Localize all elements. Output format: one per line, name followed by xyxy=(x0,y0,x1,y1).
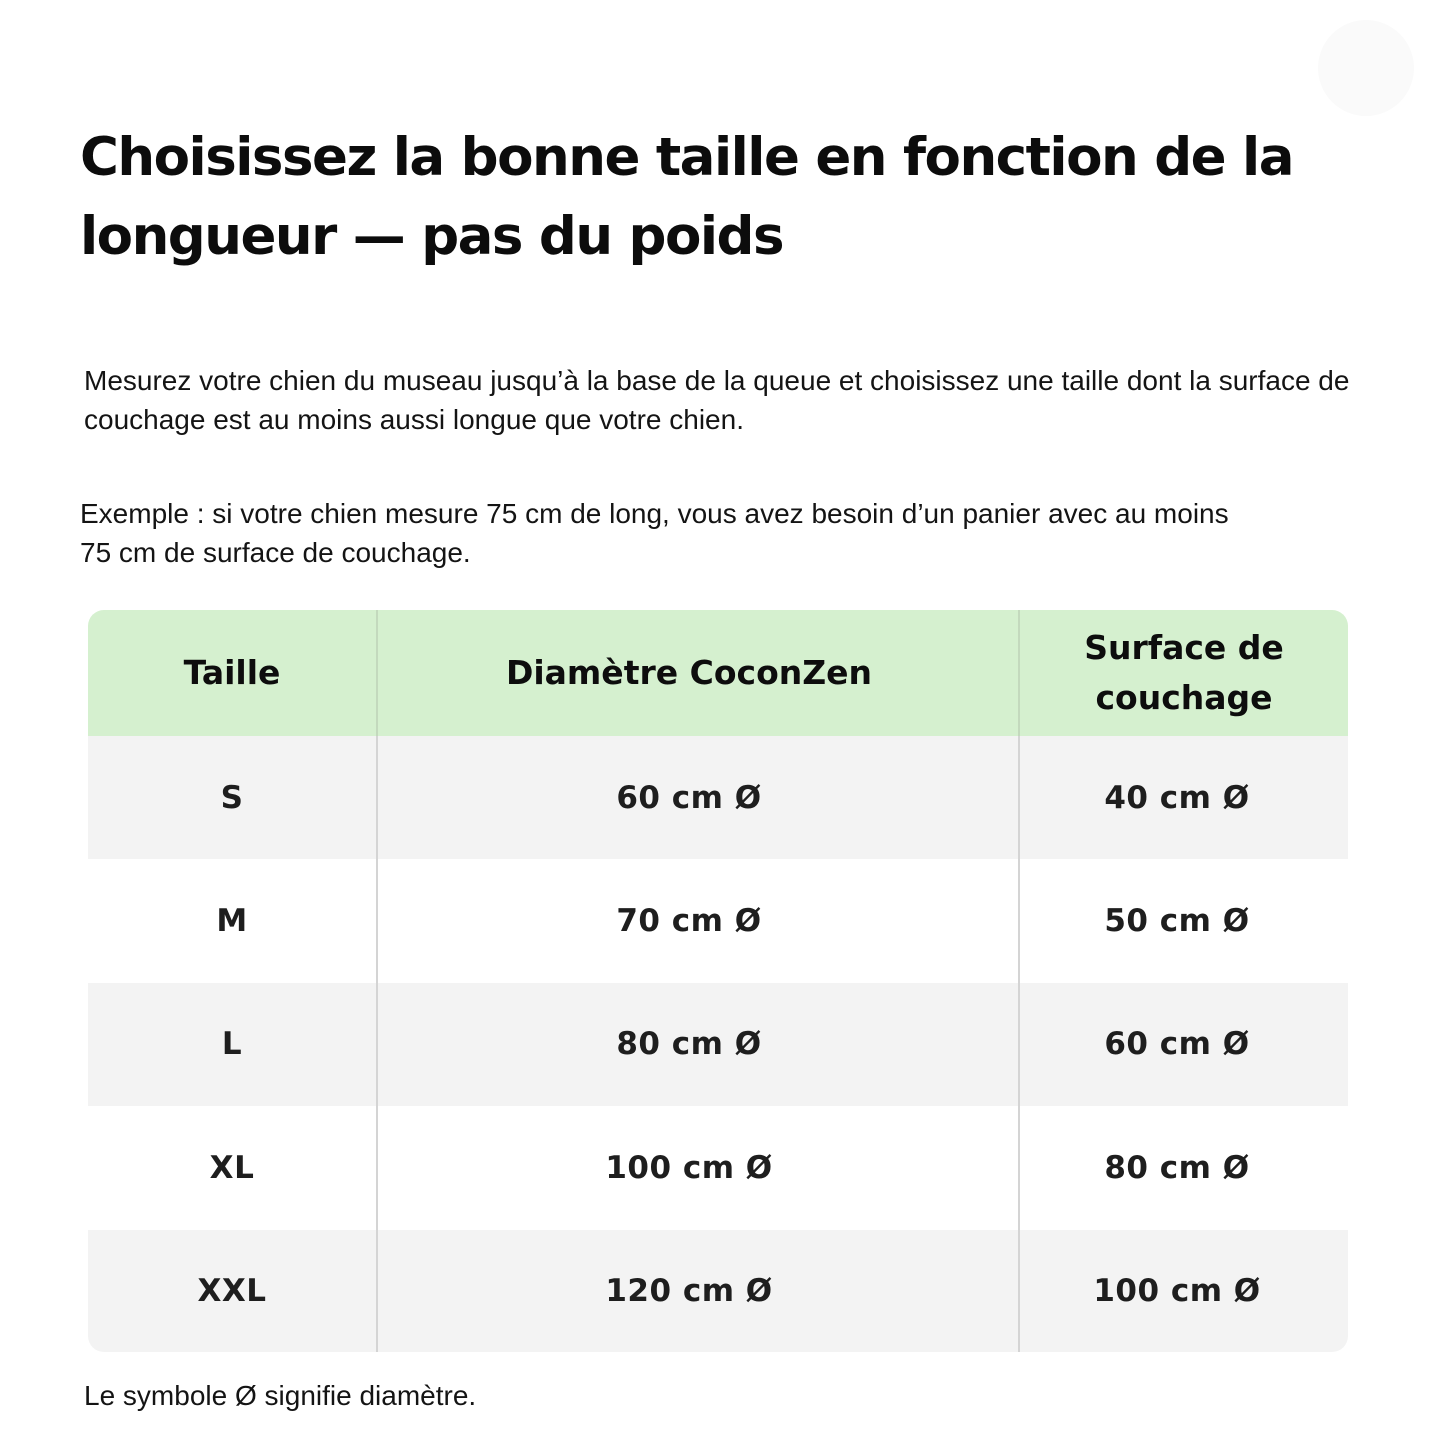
surface-cell: 40 cm Ø xyxy=(1104,779,1250,816)
table-row xyxy=(88,983,1348,1106)
table-row xyxy=(88,859,1348,982)
size-cell: XL xyxy=(88,1106,378,1229)
header-cell-diametre: Diamètre CoconZen xyxy=(378,610,1020,736)
diameter-cell: 80 cm Ø xyxy=(378,983,1020,1106)
size-cell: S xyxy=(88,736,378,859)
size-table xyxy=(88,610,1348,1352)
size-cell: M xyxy=(88,859,378,982)
diameter-cell: 70 cm Ø xyxy=(378,859,1020,982)
diameter-cell: 60 cm Ø xyxy=(378,736,1020,859)
diameter-cell: 120 cm Ø xyxy=(378,1230,1020,1352)
size-cell: L xyxy=(88,983,378,1106)
table-row xyxy=(88,1106,1348,1229)
table-row xyxy=(88,1230,1348,1352)
header-cell-taille: Taille xyxy=(88,610,378,736)
intro-paragraph: Mesurez votre chien du museau jusqu’à la base de la queue et choisissez une taille dont la surface de couchage est au moins aussi longue que votre chien. xyxy=(84,365,1350,435)
example-paragraph: Exemple : si votre chien mesure 75 cm de long, vous avez besoin d’un panier avec au moins 75 cm de surface de couchage. xyxy=(80,498,1229,568)
page-title: Choisissez la bonne taille en fonction de la longueur — pas du poids xyxy=(80,127,1293,267)
header-cell-surface: Surface de couchage xyxy=(1084,628,1284,717)
corner-decoration xyxy=(1318,20,1414,116)
surface-cell: 60 cm Ø xyxy=(1104,1026,1250,1063)
surface-cell: 80 cm Ø xyxy=(1104,1149,1250,1186)
footnote: Le symbole Ø signifie diamètre. xyxy=(84,1380,477,1411)
surface-cell: 100 cm Ø xyxy=(1093,1273,1261,1310)
surface-cell: 50 cm Ø xyxy=(1104,903,1250,940)
table-header-row xyxy=(88,610,1348,736)
diameter-cell: 100 cm Ø xyxy=(378,1106,1020,1229)
size-cell: XXL xyxy=(88,1230,378,1352)
table-row xyxy=(88,736,1348,859)
